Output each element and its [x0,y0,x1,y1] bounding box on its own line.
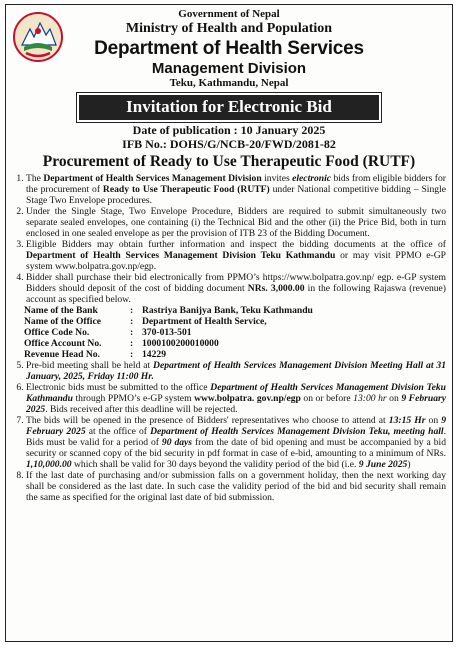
division-name: Management Division [151,59,307,77]
table-row: Office Account No. : 1000100200010000 [24,337,219,349]
item-4: 4. Bidder shall purchase their bid electronically from PPMO’s https://www.bolpatra.gov.np/ egp. e-GP system Bidders should deposit of the cost of bidding document NRs. 3,000.00 in the following Rajaswa (revenue) account as specified below. Name of the Bank : Rastriya Banijya Bank, Teku Kathmandu Name of the Office : Department of Health Service, Office Code No. : 370-013-501 Office Account No. : 1000100200010000 Revenue Head No. : 14229 [26,272,446,360]
notice-items [6,173,446,503]
government-name: Government of Nepal [178,8,280,20]
notice-banner: Invitation for Electronic Bid [77,93,381,122]
nepal-emblem-icon [12,11,64,63]
table-row: Office Code No. : 370-013-501 [24,326,192,338]
procurement-title: Procurement of Ready to Use Therapeutic Food (RUTF) [42,153,416,171]
item-7: 7. The bids will be opened in the presence of Bidders' representatives who choose to attend at 13:15 Hr on 9 February 2025 at the office of Department of Health Services Management Division Teku, meeting hall. Bids must be valid for a period of 90 days from the date of bid opening and must be accompanied by a bid security or scanned copy of the bid security in pdf format in case of e-bid, amounting to a minimum of NRs. 1,10,000.00 which shall be valid for 30 days beyond the validity period of the bid (i.e. 9 June 2025) [26,415,446,470]
bid-notice [5,4,453,642]
item-8: 8. If the last date of purchasing and/or submission falls on a government holiday, then the next working day shall be considered as the last date. In such case the validity period of the bid and bid security shall remain the same as specified for the original last date of bid submission. [26,470,446,503]
department-name: Department of Health Services [94,37,364,59]
ifb-number: IFB No.: DOHS/G/NCB-20/FWD/2081-82 [122,137,336,152]
table-row: Revenue Head No. : 14229 [24,348,166,360]
publication-date: Date of publication : 10 January 2025 [132,123,326,138]
item-6: 6. Electronic bids must be submitted to the office Department of Health Services Management Division Teku Kathmandu through PPMO’s e-GP system www.bolpatra. gov.np/egp on or before 13:00 hr on 9 February 2025. Bids received after this deadline will be rejected. [26,382,446,415]
item-3: 3. Eligible Bidders may obtain further information and inspect the bidding documents at the office of Department of Health Services Management Division Teku Kathmandu or may visit PPMO e-GP system www.bolpatra.gov.np/egp. [26,239,446,272]
item-2: 2. Under the Single Stage, Two Envelope Procedure, Bidders are required to submit simultaneously two separate sealed envelopes, one containing (i) the Technical Bid and the other (ii) the Price Bid, both in turn enclosed in one sealed envelope as per the provision of ITB 23 of the Bidding Document. [26,206,446,239]
ministry-name: Ministry of Health and Population [125,20,333,36]
bank-details-table [24,305,315,360]
header [6,8,452,89]
table-row: Name of the Office : Department of Health Service, [24,315,267,327]
table-row: Name of the Bank : Rastriya Banijya Bank, Teku Kathmandu [24,304,313,316]
item-1: 1. The Department of Health Services Management Division invites electronic bids from eligible bidders for the procurement of Ready to Use Therapeutic Food (RUTF) under National competitive bidding – Single Stage Two Envelope procedures. [26,173,446,206]
item-5: 5. Pre-bid meeting shall be held at Department of Health Services Management Division Meeting Hall at 31 January, 2025, Friday 11:00 Hr. [26,360,446,382]
office-address: Teku, Kathmandu, Nepal [169,76,289,89]
